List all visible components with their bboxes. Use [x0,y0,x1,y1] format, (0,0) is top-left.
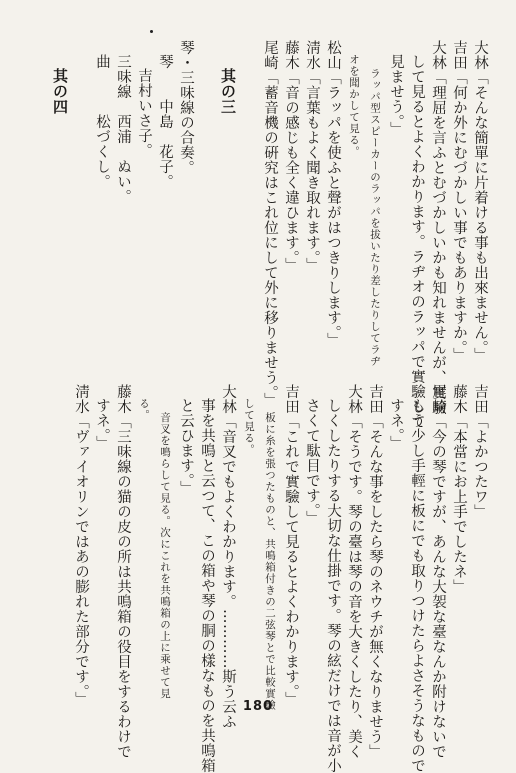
text-line: 淸水「ヴァイオリンではあの膨れた部分です。」 [73,384,89,707]
text-line: して見るとよくわかります。ラヂオのラッパで實驗して [409,54,425,429]
text-line: 事を共鳴と云つて、この箱や琴の胴の樣なものを共鳴箱 [199,398,215,773]
text-line: しくしたりする大切な仕掛です。琴の絃だけでは音が小 [325,398,341,773]
stage-direction-line: る。 [138,398,150,421]
text-line: 淸水「言葉もよく聞き取れます。」 [304,40,320,273]
stage-direction-line: 音叉を鳴らして見る。次にこれを共鳴箱の上に乘せて見 [159,412,171,700]
stage-direction-line: して見る。 [243,398,255,456]
text-line: 大林「理屈を言ふとむづかしいかも知れませんが、實驗 [430,40,446,415]
text-line: 松山「ラッパを使ふと聲がはつきりします。」 [325,40,341,348]
text-line: 藤木「本當にお上手でしたネ」 [451,384,467,594]
ink-speck [150,30,153,33]
text-line: 三味線 西浦 ぬい。 [115,54,131,204]
text-line: 大林「そうです。琴の臺は琴の音を大きくしたり、美く [346,384,362,759]
text-line: 大林「そんな簡單に片着ける事も出來ません。」 [472,40,488,363]
text-line: 琴 中島 花子。 [157,54,173,189]
text-line: 見ませう。」 [388,54,404,137]
text-line: 吉田「何か外にむづかしい事でもありますか。」 [451,40,467,363]
text-line: 吉田「これで實驗して見るとよくわかります。」 [283,384,299,707]
stage-direction-line: 板に糸を張つたものと、共鳴箱付きの二弦琴とで比較實驗 [264,412,276,711]
text-line: 藤木「音の感じも全く違ひます。」 [283,40,299,273]
section-heading: 其の四 [51,68,69,115]
text-line: 琴・三味線の合奏。 [178,40,194,175]
text-line [238,40,259,370]
text-line: 藤木「三味線の猫の皮の所は共鳴箱の役目をするわけで [115,384,131,759]
text-line: 大林「音叉でもよくわかります。…………斯う云ふ [220,384,236,729]
text-line: もう少し手輕に板にでも取りつけたらよさそうなもので [409,398,425,773]
text-line: と云ひます。」 [178,398,194,496]
text-line: 尾崎「今の琴ですが、あんな大袈な臺なんか附けないで [430,384,446,759]
text-line: 吉村いさ子。 [136,68,152,158]
stage-direction-line: ラッパ型スピーカーのラッパを拔いたり差したりしてラヂ [369,68,381,367]
text-line: さくて駄目です。」 [304,398,320,526]
text-line: 尾崎「蓄音機の硏究はこれ位にして外に移りませう。」 [262,40,278,408]
text-line [70,40,91,370]
text-line [196,40,217,370]
text-line: 吉田「そんな事をしたら琴のネウチが無くなりませう」 [367,384,383,759]
text-line: 吉田「よかつたワ」 [472,384,488,519]
text-line: すネ。」 [388,398,404,451]
section-heading: 其の三 [219,68,237,115]
text-line: すネ。」 [94,398,110,451]
stage-direction-line: オを聞かして見る。 [348,54,360,158]
text-line: 曲 松づくし。 [94,54,110,189]
page-number: 180 [242,699,274,714]
